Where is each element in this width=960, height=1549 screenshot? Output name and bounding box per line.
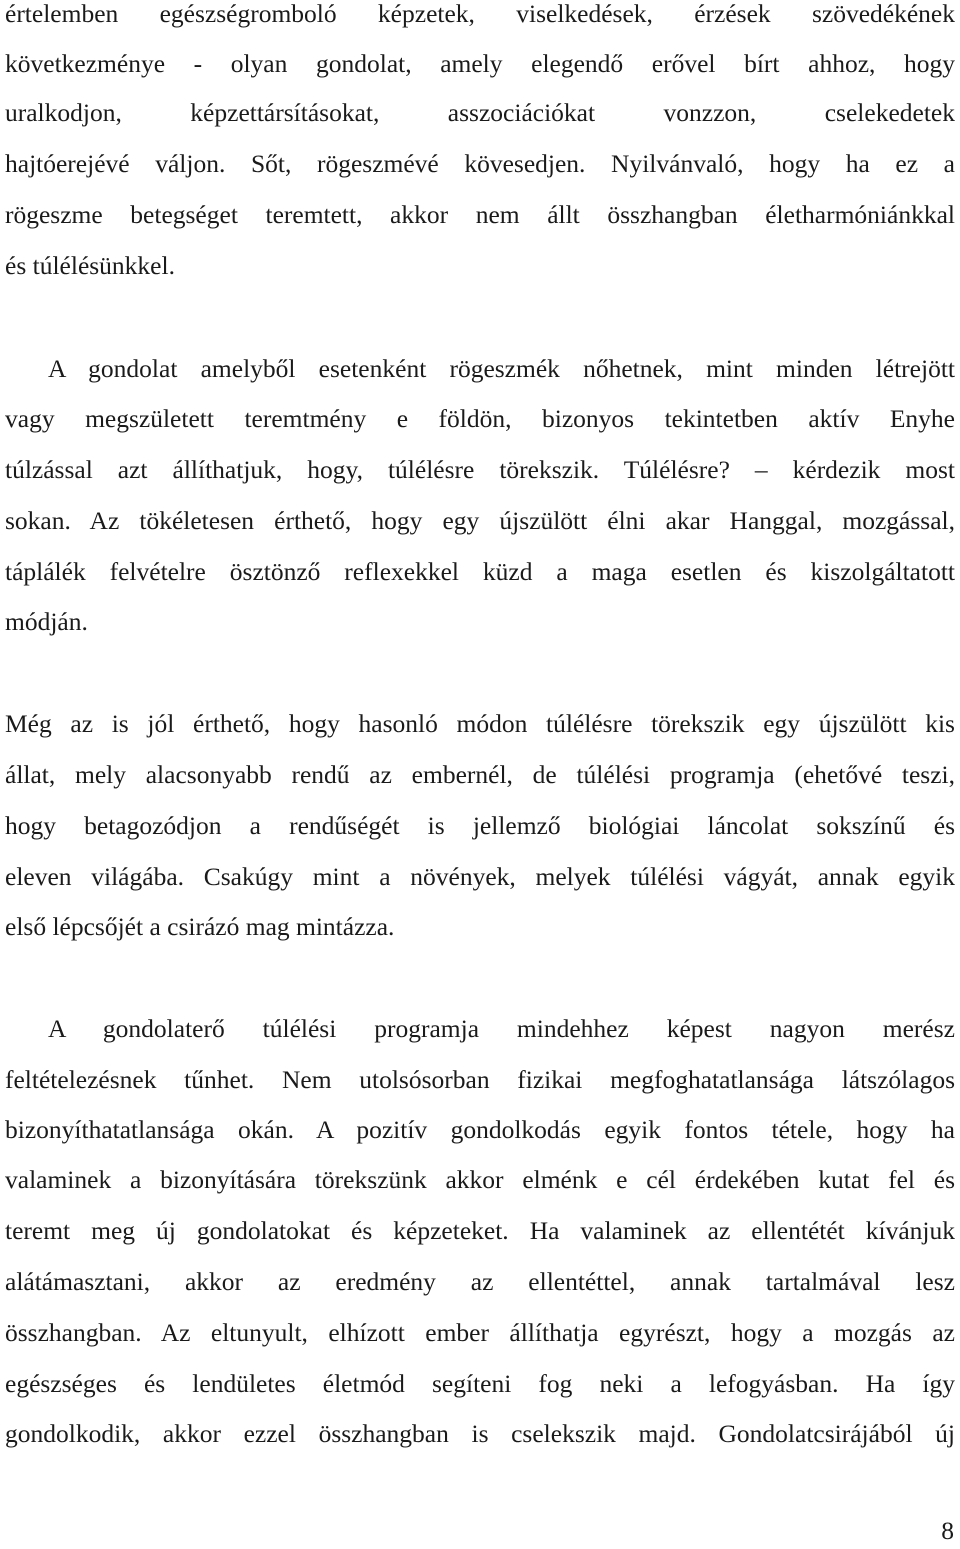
text-line: sokan. Az tökéletesen érthető, hogy egy újszülött élni akar Hanggal, mozgással,: [5, 506, 955, 535]
text-line: bizonyíthatatlansága okán. A pozitív gondolkodás egyik fontos tétele, hogy ha: [5, 1115, 955, 1144]
text-line: túlzással azt állíthatjuk, hogy, túlélésre törekszik. Túlélésre? – kérdezik most: [5, 455, 955, 484]
text-line: első lépcsőjét a csirázó mag mintázza.: [5, 912, 395, 941]
text-line: valaminek a bizonyítására törekszünk akkor elménk e cél érdekében kutat fel és: [5, 1165, 955, 1194]
text-line: uralkodjon, képzettársításokat, asszociációkat vonzzon, cselekedetek: [5, 98, 955, 127]
text-line: értelemben egészségromboló képzetek, viselkedések, érzések szövedékének: [5, 0, 955, 28]
text-line: alátámasztani, akkor az eredmény az ellentéttel, annak tartalmával lesz: [5, 1267, 955, 1296]
text-line: táplálék felvételre ösztönző reflexekkel küzd a maga esetlen és kiszolgáltatott: [5, 557, 955, 586]
text-line: Még az is jól érthető, hogy hasonló módon túlélésre törekszik egy újszülött kis: [5, 709, 955, 738]
text-line: teremt meg új gondolatokat és képzeteket. Ha valaminek az ellentétét kívánjuk: [5, 1216, 955, 1245]
text-line: hajtóerejévé váljon. Sőt, rögeszmévé kövesedjen. Nyilvánvaló, hogy ha ez a: [5, 149, 955, 178]
text-line: eleven világába. Csakúgy mint a növények, melyek túlélési vágyát, annak egyik: [5, 862, 955, 891]
text-line: vagy megszületett teremtmény e földön, bizonyos tekintetben aktív Enyhe: [5, 404, 955, 433]
text-line: módján.: [5, 607, 88, 636]
text-line: és túlélésünkkel.: [5, 251, 175, 280]
text-line: hogy betagozódjon a rendűségét is jellemző biológiai láncolat sokszínű és: [5, 811, 955, 840]
page-number: 8: [941, 1516, 954, 1545]
text-line: egészséges és lendületes életmód segíteni fog neki a lefogyásban. Ha így: [5, 1369, 955, 1398]
text-line: gondolkodik, akkor ezzel összhangban is cselekszik majd. Gondolatcsirájából új: [5, 1419, 955, 1448]
text-line: állat, mely alacsonyabb rendű az embernél, de túlélési programja (ehetővé teszi,: [5, 760, 955, 789]
text-line: feltételezésnek tűnhet. Nem utolsósorban fizikai megfoghatatlansága látszólagos: [5, 1065, 955, 1094]
text-line: rögeszme betegséget teremtett, akkor nem állt összhangban életharmóniánkkal: [5, 200, 955, 229]
text-line: összhangban. Az eltunyult, elhízott ember állíthatja egyrészt, hogy a mozgás az: [5, 1318, 955, 1347]
text-line: A gondolaterő túlélési programja mindehhez képest nagyon merész: [48, 1014, 955, 1043]
text-line: A gondolat amelyből esetenként rögeszmék nőhetnek, mint minden létrejött: [48, 354, 955, 383]
text-line: következménye - olyan gondolat, amely elegendő erővel bírt ahhoz, hogy: [5, 49, 955, 78]
